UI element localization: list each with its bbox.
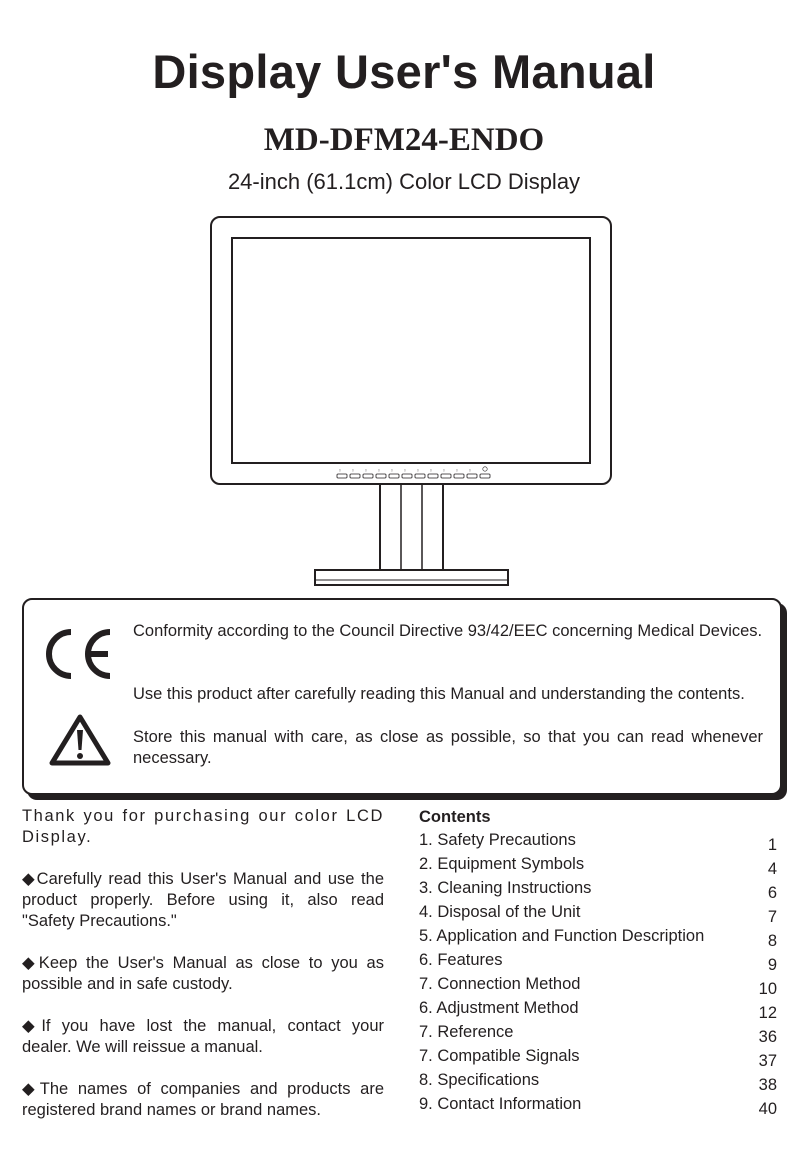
svg-text:▯: ▯	[430, 468, 432, 472]
intro-bullet: ◆If you have lost the manual, contact your dealer. We will reissue a manual.	[22, 1017, 384, 1056]
toc-entry[interactable]	[419, 1070, 777, 1094]
toc-entry[interactable]	[419, 998, 777, 1022]
toc-label: 7. Reference	[419, 1023, 514, 1041]
toc-page-number: 8	[767, 932, 777, 950]
toc-page-number: 6	[767, 884, 777, 902]
toc-entry[interactable]	[419, 1022, 777, 1046]
svg-text:▯: ▯	[456, 468, 458, 472]
toc-label: 9. Contact Information	[419, 1095, 582, 1113]
toc-label: 5. Application and Function Description	[419, 927, 705, 945]
toc-page-number: 10	[758, 980, 777, 998]
toc-entry[interactable]	[419, 902, 777, 926]
intro-bullet: ◆The names of companies and products are registered brand names or brand names.	[22, 1080, 384, 1119]
storage-instruction: Store this manual with care, as close as possible, so that you can read whenever necessary.	[133, 728, 763, 767]
svg-text:▯: ▯	[365, 468, 367, 472]
toc-page-number: 40	[758, 1100, 777, 1118]
svg-text:▯: ▯	[443, 468, 445, 472]
contents-title: Contents	[419, 808, 491, 826]
toc-entry[interactable]	[419, 926, 777, 950]
toc-label: 7. Connection Method	[419, 975, 581, 993]
use-instruction: Use this product after carefully reading this Manual and understanding the contents.	[133, 685, 745, 703]
intro-bullet: ◆Keep the User's Manual as close to you as possible and in safe custody.	[22, 954, 384, 993]
intro-column	[22, 806, 384, 1142]
intro-bullet: ◆Carefully read this User's Manual and use the product properly. Before using it, also read "Safety Precautions."	[22, 870, 384, 930]
model-number: MD-DFM24-ENDO	[263, 122, 545, 158]
toc-label: 8. Specifications	[419, 1071, 540, 1089]
toc-page-number: 1	[767, 836, 777, 854]
toc-page-number: 4	[767, 860, 777, 878]
toc-page-number: 37	[758, 1052, 777, 1070]
toc-label: 6. Adjustment Method	[419, 999, 579, 1017]
product-subtitle: 24-inch (61.1cm) Color LCD Display	[227, 169, 581, 194]
svg-text:▯: ▯	[378, 468, 380, 472]
toc-entry[interactable]	[419, 1046, 777, 1070]
toc-label: 4. Disposal of the Unit	[419, 903, 581, 921]
toc-entry[interactable]	[419, 854, 777, 878]
svg-text:▯: ▯	[404, 468, 406, 472]
toc-page-number: 36	[758, 1028, 777, 1046]
toc-label: 3. Cleaning Instructions	[419, 879, 592, 897]
svg-text:▯: ▯	[339, 468, 341, 472]
toc-entry[interactable]	[419, 1094, 777, 1118]
thank-you-text: Thank you for purchasing our color LCD Display.	[22, 807, 384, 846]
toc-entry[interactable]	[419, 974, 777, 998]
toc-entry[interactable]	[419, 878, 777, 902]
toc-label: 6. Features	[419, 951, 503, 969]
warning-triangle-icon	[48, 713, 112, 767]
toc-page-number: 7	[767, 908, 777, 926]
svg-text:▯: ▯	[391, 468, 393, 472]
toc-label: 7. Compatible Signals	[419, 1047, 580, 1065]
table-of-contents	[419, 806, 777, 1118]
svg-text:▯: ▯	[469, 468, 471, 472]
ce-mark-icon	[38, 624, 118, 684]
svg-text:▯: ▯	[417, 468, 419, 472]
toc-entry[interactable]	[419, 830, 777, 854]
conformity-statement: Conformity according to the Council Directive 93/42/EEC concerning Medical Devices.	[133, 622, 763, 640]
document-title: Display User's Manual	[152, 45, 656, 98]
toc-page-number: 12	[758, 1004, 777, 1022]
toc-page-number: 38	[758, 1076, 777, 1094]
toc-entry[interactable]	[419, 950, 777, 974]
toc-label: 2. Equipment Symbols	[419, 855, 585, 873]
svg-text:▯: ▯	[352, 468, 354, 472]
toc-page-number: 9	[767, 956, 777, 974]
toc-label: 1. Safety Precautions	[419, 831, 576, 849]
